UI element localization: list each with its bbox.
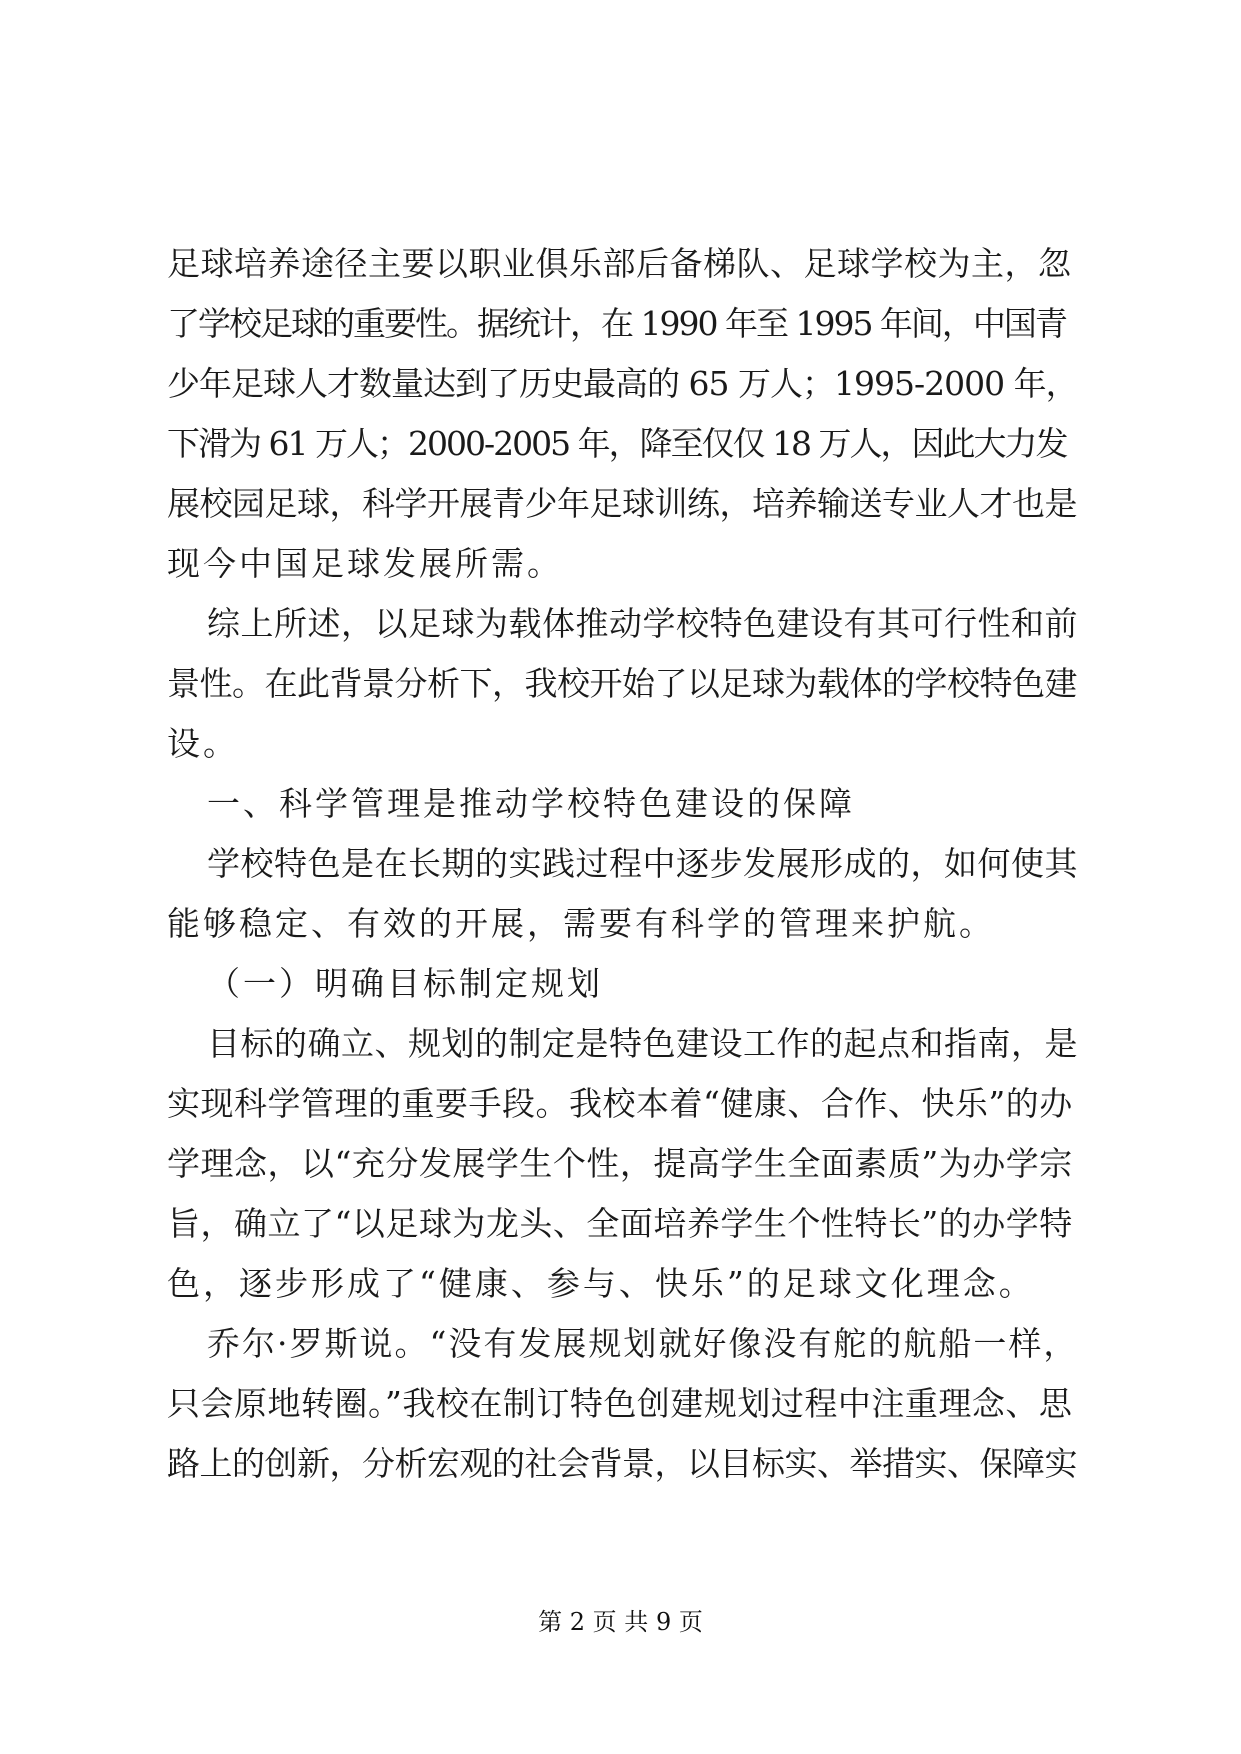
section-heading: 一、科学管理是推动学校特色建设的保障 [207, 784, 855, 823]
text-line: 了学校足球的重要性。据统计，在 1990 年至 1995 年间，中国青 [167, 304, 1066, 343]
text-line: 路上的创新，分析宏观的社会背景，以目标实、举措实、保障实 [167, 1444, 1077, 1483]
paragraph-first-line: 目标的确立、规划的制定是特色建设工作的起点和指南，是 [207, 1024, 1078, 1063]
text-line: 实现科学管理的重要手段。我校本着“健康、合作、快乐”的办 [167, 1084, 1073, 1123]
page-number-footer: 第 2 页 共 9 页 [538, 1608, 703, 1636]
text-line: 足球培养途径主要以职业俱乐部后备梯队、足球学校为主，忽 [167, 244, 1072, 283]
paragraph-first-line: 综上所述，以足球为载体推动学校特色建设有其可行性和前 [207, 604, 1078, 643]
text-line: 色，逐步形成了“健康、参与、快乐”的足球文化理念。 [167, 1264, 1035, 1303]
text-line: 现今中国足球发展所需。 [167, 544, 563, 583]
text-line: 少年足球人才数量达到了历史最高的 65 万人；1995-2000 年， [167, 364, 1078, 403]
subsection-heading: （一）明确目标制定规划 [207, 964, 603, 1003]
text-line: 学理念，以“充分发展学生个性，提高学生全面素质”为办学宗 [167, 1144, 1073, 1183]
paragraph-first-line: 乔尔·罗斯说。“没有发展规划就好像没有舵的航船一样， [207, 1324, 1079, 1363]
text-line: 下滑为 61 万人；2000-2005 年，降至仅仅 18 万人，因此大力发 [167, 424, 1067, 463]
text-line: 景性。在此背景分析下，我校开始了以足球为载体的学校特色建 [167, 664, 1077, 703]
text-line: 展校园足球，科学开展青少年足球训练，培养输送专业人才也是 [167, 484, 1077, 523]
text-line: 只会原地转圈。”我校在制订特色创建规划过程中注重理念、思 [167, 1384, 1073, 1423]
text-line: 能够稳定、有效的开展，需要有科学的管理来护航。 [167, 904, 995, 943]
text-line: 设。 [167, 724, 239, 763]
paragraph-first-line: 学校特色是在长期的实践过程中逐步发展形成的，如何使其 [207, 844, 1078, 883]
text-line: 旨，确立了“以足球为龙头、全面培养学生个性特长”的办学特 [167, 1204, 1073, 1243]
